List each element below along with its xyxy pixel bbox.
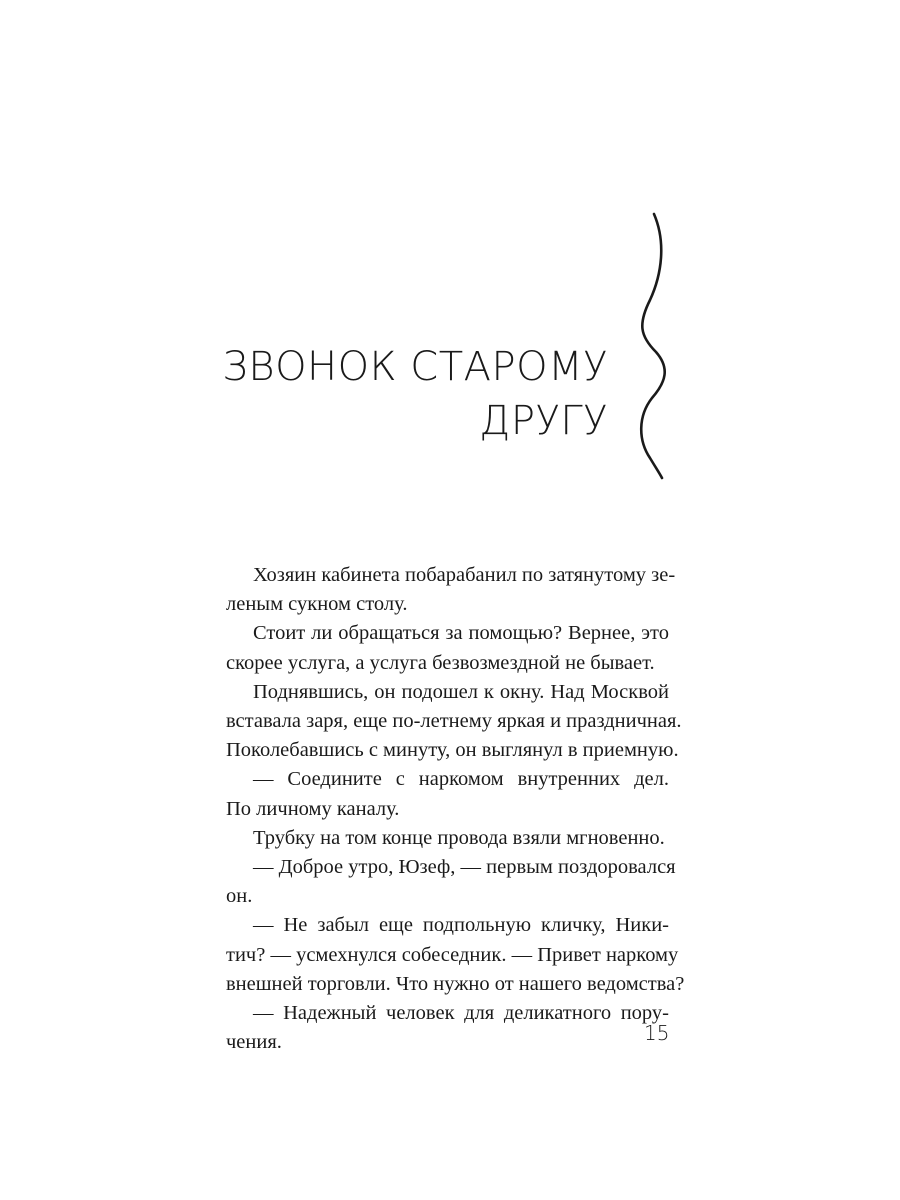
text-line: — Соедините с наркомом внутренних дел. [253, 768, 669, 791]
text-line: — Доброе утро, Юзеф, — первым поздоровался [253, 856, 676, 879]
text-line: — Не забыл еще подпольную кличку, Ники- [253, 914, 669, 937]
text-line: тич? — усмехнулся собеседник. — Привет наркому [226, 943, 679, 966]
text-line: чения. [226, 1031, 282, 1054]
page-number: 15 [644, 1021, 670, 1045]
paragraph [226, 853, 676, 911]
chapter-title-line-1: ЗВОНОК СТАРОМУ [222, 344, 608, 390]
text-line: он. [226, 885, 253, 908]
paragraph [226, 561, 676, 619]
paragraph [226, 678, 682, 766]
text-line: внешней торговли. Что нужно от нашего ведомства? [226, 972, 685, 995]
chapter-title [222, 340, 608, 448]
text-line: — Надежный человек для деликатного пору- [253, 1002, 669, 1025]
chapter-body-text [226, 561, 685, 1057]
text-line: вставала заря, еще по-летнему яркая и праздничная. [226, 710, 682, 733]
text-line: скорее услуга, а услуга безвозмездной не бывает. [226, 651, 655, 674]
text-line: Поднявшись, он подошел к окну. Над Москвой [253, 680, 669, 703]
text-line: Хозяин кабинета побарабанил по затянутому зе- [253, 564, 676, 586]
text-line: Стоит ли обращаться за помощью? Вернее, это [253, 622, 669, 645]
paragraph [226, 619, 669, 677]
chapter-title-line-2: ДРУГУ [479, 398, 608, 444]
text-line: По личному каналу. [226, 797, 400, 820]
paragraph [226, 765, 669, 823]
text-line: Поколебавшись с минуту, он выглянул в приемную. [226, 739, 679, 762]
paragraph [226, 911, 685, 999]
paragraph [226, 824, 669, 853]
paragraph [226, 999, 669, 1057]
text-line: Трубку на том конце провода взяли мгновенно. [253, 826, 665, 849]
wavy-line-ornament-icon [632, 212, 672, 480]
text-line: леным сукном столу. [226, 593, 408, 616]
